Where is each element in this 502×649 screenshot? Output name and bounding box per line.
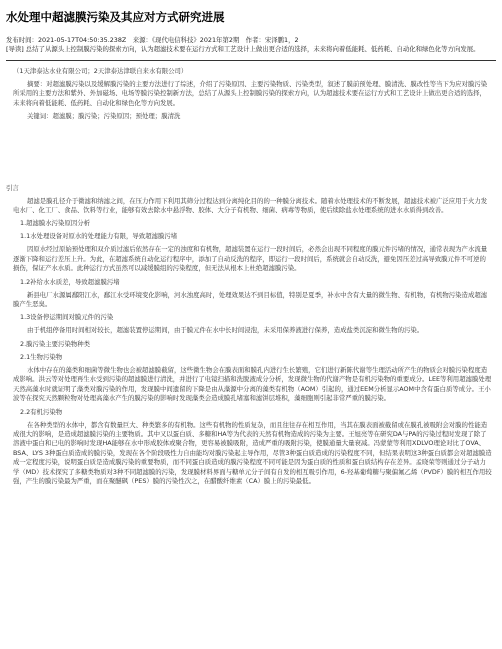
- section-heading-1: 1.超滤膜水污染原因分析: [20, 219, 91, 228]
- intro-heading: 引言: [6, 183, 19, 192]
- article-meta: 发布时间：2021-05-17T04:50:35.238Z 来源：《现代电信科技》2021年第2期 作者：宋泽鹏1，2: [6, 36, 299, 44]
- article-guide: [导读] 总结了从源头上控制膜污染的探索方向，认为超滤技术要在运行方式和工艺设计上做出更合适的选择，未来将向着低能耗、低药耗、自动化和绿色化等方向发展。: [6, 45, 480, 53]
- section-heading-1-2: 1.2补给水水质差，导致超滤膜污堵: [20, 277, 120, 286]
- section-heading-1-3: 1.3设备停运期间对膜元件的污染: [20, 313, 114, 322]
- paragraph-1-1: 因原水经过原始预处理和双介质过滤后依然存在一定的浊度和有机物，超滤装置在运行一段时间后，必然会出现不同程度的膜元件污堵的情况，通常表现为产水流量逐渐下降和运行差压上升。为此，在超滤系统自动化运行程序中，添加了自动反洗的程序，即运行一段时间后，系统就会自动反洗，避免因压差过高导致膜元件不可逆的损伤，保证产水水质。此种运行方式虽然可以减缓膜组的污染程度，但无法从根本上杜绝超滤膜污染。: [13, 245, 488, 273]
- section-heading-2-2: 2.2有机污染物: [20, 407, 63, 416]
- section-heading-1-1: 1.1水处理设备对原水的处理能力有限，导致超滤膜污堵: [20, 232, 178, 241]
- paragraph-2-2: 在各种类型的水体中，都含有数量巨大、种类繁多的有机物。这些有机物的性质复杂，而且往往存在相互作用，当其在膜表面被截留或在膜孔被吸附会对膜的性能造成很大的影响，是造成超滤膜污染的主要物质。其中又以蛋白质、多糖和HA等为代表的天然有机物造成的污染为主要。王旭亮等在研究DA与PA的污染过程时发现了除了溶液中蛋白和已电的影响时发现HA能够在水中形成胶体或聚合物，更容易被膜吸附，造成严重的吸附污染，使膜通量大量衰减。冯蒙蒙等利用XDLVO理论对比了OVA、BSA、LYS 3种蛋白质造成的膜污染，发现在各个阶段吸性力自由能均对膜污染起主导作用，尽管3种蛋白质造成的污染程度不同，但结果表明这3种蛋白质都会对超滤膜造成一定程度污染，说明蛋白质是造成膜污染的重要物质，而不同蛋白质造成的膜污染程度不同可能是因为蛋白质的性质和蛋白质结构存在差异。孟晓荣等则通过分子动力学（MD）技术探究了多糖类物质对3种不同超滤膜的污染，发现膜材料界面与糖单元分子间有自发的相互吸引作用，6-羟基葡萄糖与聚偏氟乙烯（PVDF）膜的相互作用较强，产生的膜污染最为严重，而在聚醚砜（PES）膜的污染性次之，在醋酸纤维素（CA）膜上的污染最低。: [13, 420, 492, 485]
- article-title: 水处理中超滤膜污染及其应对方式研究进展: [6, 10, 225, 24]
- intro-paragraph: 超滤是膜孔径介于微滤和纳滤之间，在压力作用下利用其筛分过程达到分离纯化目的的一种膜分离技术。随着水处理技术的不断发展，超滤技术被广泛应用于火力发电水厂、化工厂、食品、饮料等行业，能够有效去除水中悬浮物、胶体、大分子有机物、细菌、病毒等物质，使后续除盐水处理系统的进水水质得到改善。: [13, 196, 488, 215]
- paragraph-2-1: 水体中存在的藻类和细菌等微生物也会被超滤膜截留，这些微生物会在膜表面和膜孔内进行生长繁殖，它们进行新陈代谢等生理活动所产生的物质会对膜污染程度造成影响。洪云等对处理再生水受到污染的超滤膜进行清洗，并进行了电镜扫描和洗脱液成分分析，发现微生物的代谢产物是有机污染物的重要成分。LEE等利用超滤膜处理天然高藻水时就证明了藻类对膜污染的作用，发现膜中间遗留的下降是由从藻源中分离的藻类有机物（AOM）引起的，通过EEM分析显示AOM中含有蛋白质等成分。王小波等在探究天然颗粒物对处理高藻水产生的膜污染的影响时发现藻类会造成膜孔堵塞和滤饼层堆积，藻细胞则引起非常严重的膜污染。: [13, 365, 492, 403]
- divider: [6, 60, 496, 61]
- paragraph-1-3: 由于机组停备用时间相对较长，超滤装置停运期间，由于膜元件在水中长时间浸泡，未采用保养液进行保养，造成盐类沉淀和微生物的污染。: [27, 326, 424, 335]
- section-heading-2: 2.膜污染主要污染物种类: [20, 339, 91, 348]
- abstract: 摘要：对超滤膜污染以及缓解膜污染的主要方法进行了综述，介绍了污染原因、主要污染物质、污染类型，叙述了膜前预处理、膜清洗、膜改性等当下为应对膜污染所采用的主要方法和紫外、外加磁场、电场等膜污染控制新方法，总结了从源头上控制膜污染的探索方向，认为超滤技术要在运行方式和工艺设计上做出更合适的选择，未来将向着低能耗、低药耗、自动化和绿色化等方向发展。: [13, 80, 488, 107]
- section-heading-2-1: 2.1生物污染物: [20, 352, 63, 361]
- paragraph-1-2: 新县电厂水源属鄱阳江水，鄱江水受环境变化影响，河水浊度高时，处理效果达不到目标值，特别是夏季，补水中含有大量的微生物、有机物，有机物污染造成超滤膜产生恶臭。: [13, 290, 488, 309]
- keywords: 关键词：超滤膜；膜污染；污染原因；预处理；膜清洗: [27, 112, 181, 121]
- affiliation: （1天津泰达水业有限公司；2天津泰达津联自来水有限公司）: [13, 67, 188, 75]
